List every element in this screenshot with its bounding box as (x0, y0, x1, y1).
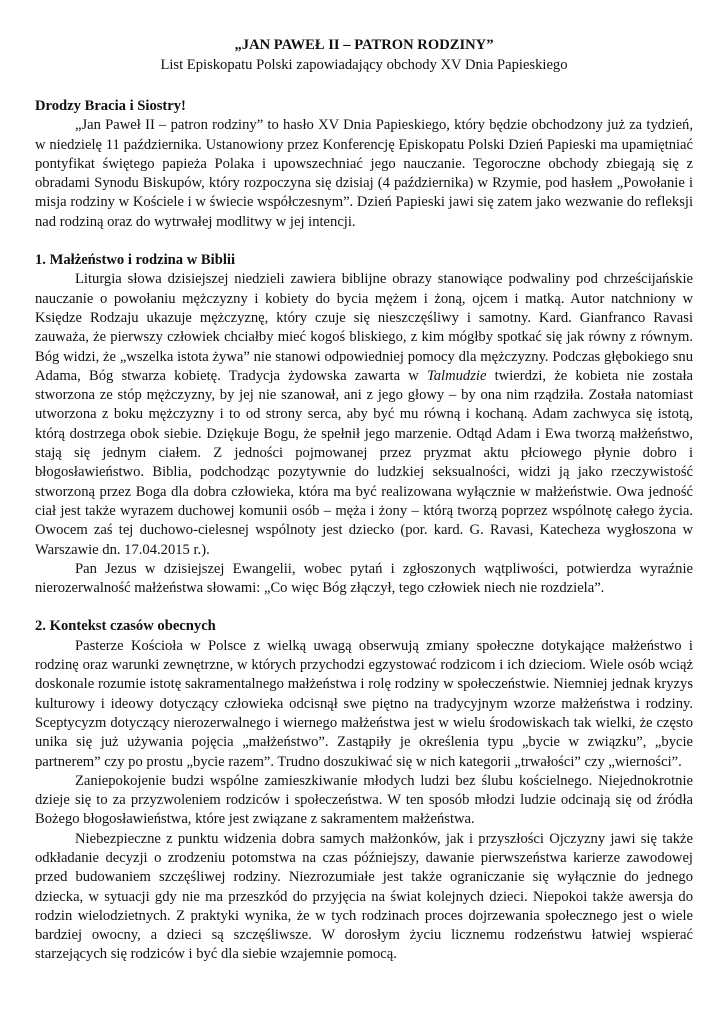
greeting: Drodzy Bracia i Siostry! (35, 98, 186, 114)
paragraph-bible-2: Pan Jezus w dzisiejszej Ewangelii, wobec pytań i zgłoszonych wątpliwości, potwierdza wyraźnie nierozerwalność małżeństwa słowami: „Co więc Bóg złączył, tego człowiek niech nie rozdziela”. (35, 560, 693, 597)
document-title: „JAN PAWEŁ II – PATRON RODZINY” (234, 37, 494, 53)
italic-term: Talmudzie (426, 367, 487, 384)
paragraph-bible-1: Liturgia słowa dzisiejszej niedzieli zawiera biblijne obrazy stanowiące podwaliny pod chrześcijańskie nauczanie o powołaniu mężczyzny i kobiety do bycia mężem i żoną, ojcem i matką. Autor natchniony w Księdze Rodzaju ukazuje mężczyznę, który czuje się nieszczęśliwy i samotny. Kard. Gianfranco Ravasi zauważa, że pierwszy człowiek chciałby mieć kogoś bliskiego, z kim mógłby spotkać się jak równy z równym. Bóg widzi, że „wszelka istota żywa” nie stanowi odpowiedniej pomocy dla mężczyzny. Podczas głębokiego snu Adama, Bóg stwarza kobietę. Tradycja żydowska zawarta w Talmudzie twierdzi, że kobieta nie została stworzona ze stóp mężczyzny, by jej nie szanował, ani z jego głowy – by ona nim rządziła. Została natomiast utworzona z boku mężczyzny i to od strony serca, aby być mu równą i kochaną. Adam zachwyca się istotą, którą dostrzega obok siebie. Dziękuje Bogu, że spełnił jego marzenie. Odtąd Adam i Ewa tworzą małżeństwo, stają się jednym ciałem. Z jedności pojmowanej przez pryzmat aktu płciowego płynie dobro i błogosławieństwo. Biblia, podchodząc pozytywnie do ludzkiej seksualności, widzi ją jako rzeczywistość stworzoną przez Boga dla dobra człowieka, która ma być realizowana wyłącznie w małżeństwie. Owa jedność ciał jest także wyrazem duchowej komunii osób – męża i żony – którą tworzą poprzez wspólnotę całego życia. Owocem zaś tej duchowo-cielesnej wspólnoty jest dziecko (por. kard. G. Ravasi, Katecheza wygłoszona w Warszawie dn. 17.04.2015 r.). (35, 271, 693, 558)
letter-page (35, 35, 693, 965)
section-heading-context: 2. Kontekst czasów obecnych (35, 618, 216, 635)
paragraph-context-3: Niebezpieczne z punktu widzenia dobra samych małżonków, jak i przyszłości Ojczyzny jawi się także odkładanie decyzji o zrodzeniu potomstwa na czas późniejszy, dawanie pierwszeństwa karierze zawodowej przed budowaniem szczęśliwej rodziny. Niezrozumiałe jest także ograniczanie się wyłącznie do jednego dziecka, w sytuacji gdy nie ma przeszkód do przyjęcia na świat kolejnych dzieci. Niepokoi także awersja do rodzin wielodzietnych. Z praktyki wynika, że w tych rodzinach proces dojrzewania społecznego jest o wiele bardziej owocny, a dzieci są szczęśliwsze. W dorosłym życiu licznemu rodzeństwu łatwiej wspierać starzejących się rodziców i być dla siebie wzajemnie pomocą. (35, 830, 693, 963)
intro-paragraph: „Jan Paweł II – patron rodziny” to hasło XV Dnia Papieskiego, który będzie obchodzony już za tydzień, w niedzielę 11 października. Ustanowiony przez Konferencję Episkopatu Polski Dzień Papieski ma upamiętniać pontyfikat świętego papieża Polaka i upowszechniać jego nauczanie. Tegoroczne obchody zbiegają się z obradami Synodu Biskupów, który rozpoczyna się dzisiaj (4 października) w Rzymie, pod hasłem „Powołanie i misja rodziny w Kościele i w świecie współczesnym”. Dzień Papieski jawi się zatem jako wezwanie do refleksji nad rodziną oraz do wytrwałej modlitwy w jej intencji. (35, 117, 693, 230)
paragraph-context-2: Zaniepokojenie budzi wspólne zamieszkiwanie młodych ludzi bez ślubu kościelnego. Niejednokrotnie dzieje się to za przyzwoleniem rodziców i społeczeństwa. W ten sposób młodzi ludzie odcinają się od źródła Bożego błogosławieństwa, które jest związane z sakramentem małżeństwa. (35, 772, 693, 828)
section-heading-bible: 1. Małżeństwo i rodzina w Biblii (35, 252, 235, 269)
paragraph-context-1: Pasterze Kościoła w Polsce z wielką uwagą obserwują zmiany społeczne dotykające małżeństwo i rodzinę oraz warunki zewnętrzne, w których przychodzi egzystować rodzicom i ich dzieciom. Wiele osób wciąż doskonale rozumie istotę sakramentalnego małżeństwa i rolę rodziny w społeczeństwie. Niemniej jednak kryzys kulturowy i ideowy dotyczący człowieka odcisnął swe piętno na tradycyjnym wzorze małżeństwa i rodziny. Sceptycyzm dotyczący nierozerwalnego i wiernego małżeństwa jest w wielu środowiskach tak wielki, że często unika się już używania pojęcia „małżeństwo”. Zastąpiły je określenia typu „bycie w związku”, „bycie partnerem” czy po prostu „bycie razem”. Trudno doszukiwać się w nich kategorii „trwałości” czy „wierności”. (35, 637, 693, 770)
document-subtitle: List Episkopatu Polski zapowiadający obchody XV Dnia Papieskiego (160, 57, 568, 73)
